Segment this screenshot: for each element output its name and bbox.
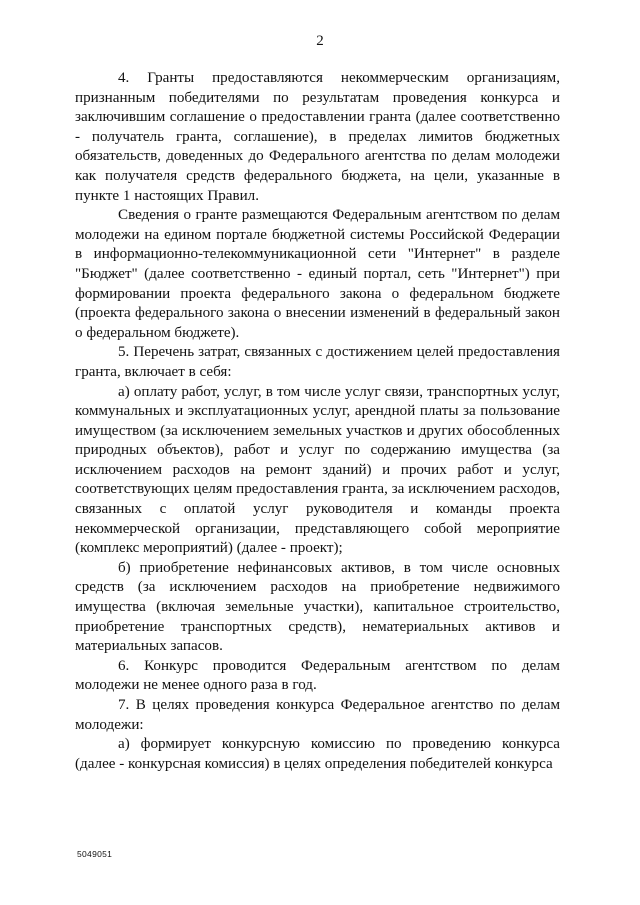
page-number: 2	[316, 33, 324, 49]
paragraph-5a: а) оплату работ, услуг, в том числе услуг связи, транспортных услуг, коммунальных и эксплуатационных услуг, арендной платы за пользование имуществом (за исключением земельных участков и других обособленных природных объектов), работ и услуг по содержанию имущества (за исключением расходов на ремонт зданий) и прочих работ и услуг, соответствующих целям предоставления гранта, за исключением расходов, связанных с оплатой услуг руководителя и команды проекта некоммерческой организации, представляющего собой мероприятие (комплекс мероприятий) (далее - проект);	[75, 383, 560, 557]
paragraph-5-costs: 5. Перечень затрат, связанных с достижением целей предоставления гранта, включает в себя:	[75, 344, 560, 380]
paragraph-4-grants: 4. Гранты предоставляются некоммерческим организациям, признанным победителями по результатам проведения конкурса и заключившим соглашение о предоставлении гранта (далее соответственно - получатель гранта, соглашение), в пределах лимитов бюджетных обязательств, доведенных до Федерального агентства по делам молодежи как получателя средств федерального бюджета, на цели, указанные в пункте 1 настоящих Правил.	[75, 70, 560, 204]
paragraph-7-agency: 7. В целях проведения конкурса Федеральное агентство по делам молодежи:	[75, 697, 560, 733]
document-body	[75, 69, 560, 774]
document-code: 5049051	[77, 849, 113, 859]
paragraph-grant-info: Сведения о гранте размещаются Федеральным агентством по делам молодежи на едином портале бюджетной системы Российской Федерации в информационно-телекоммуникационной сети "Интернет" в разделе "Бюджет" (далее соответственно - единый портал, сеть "Интернет") при формировании проекта федерального закона о федеральном бюджете (проекта федерального закона о внесении изменений в федеральный закон о федеральном бюджете).	[75, 207, 560, 341]
paragraph-5b: б) приобретение нефинансовых активов, в том числе основных средств (за исключением расходов на приобретение недвижимого имущества (включая земельные участки), капитальное строительство, приобретение транспортных средств), нематериальных активов и материальных запасов.	[75, 559, 560, 655]
paragraph-6-contest: 6. Конкурс проводится Федеральным агентством по делам молодежи не менее одного раза в год.	[75, 657, 560, 694]
paragraph-7a: а) формирует конкурсную комиссию по проведению конкурса (далее - конкурсная комиссия) в целях определения победителей конкурса	[75, 736, 560, 772]
